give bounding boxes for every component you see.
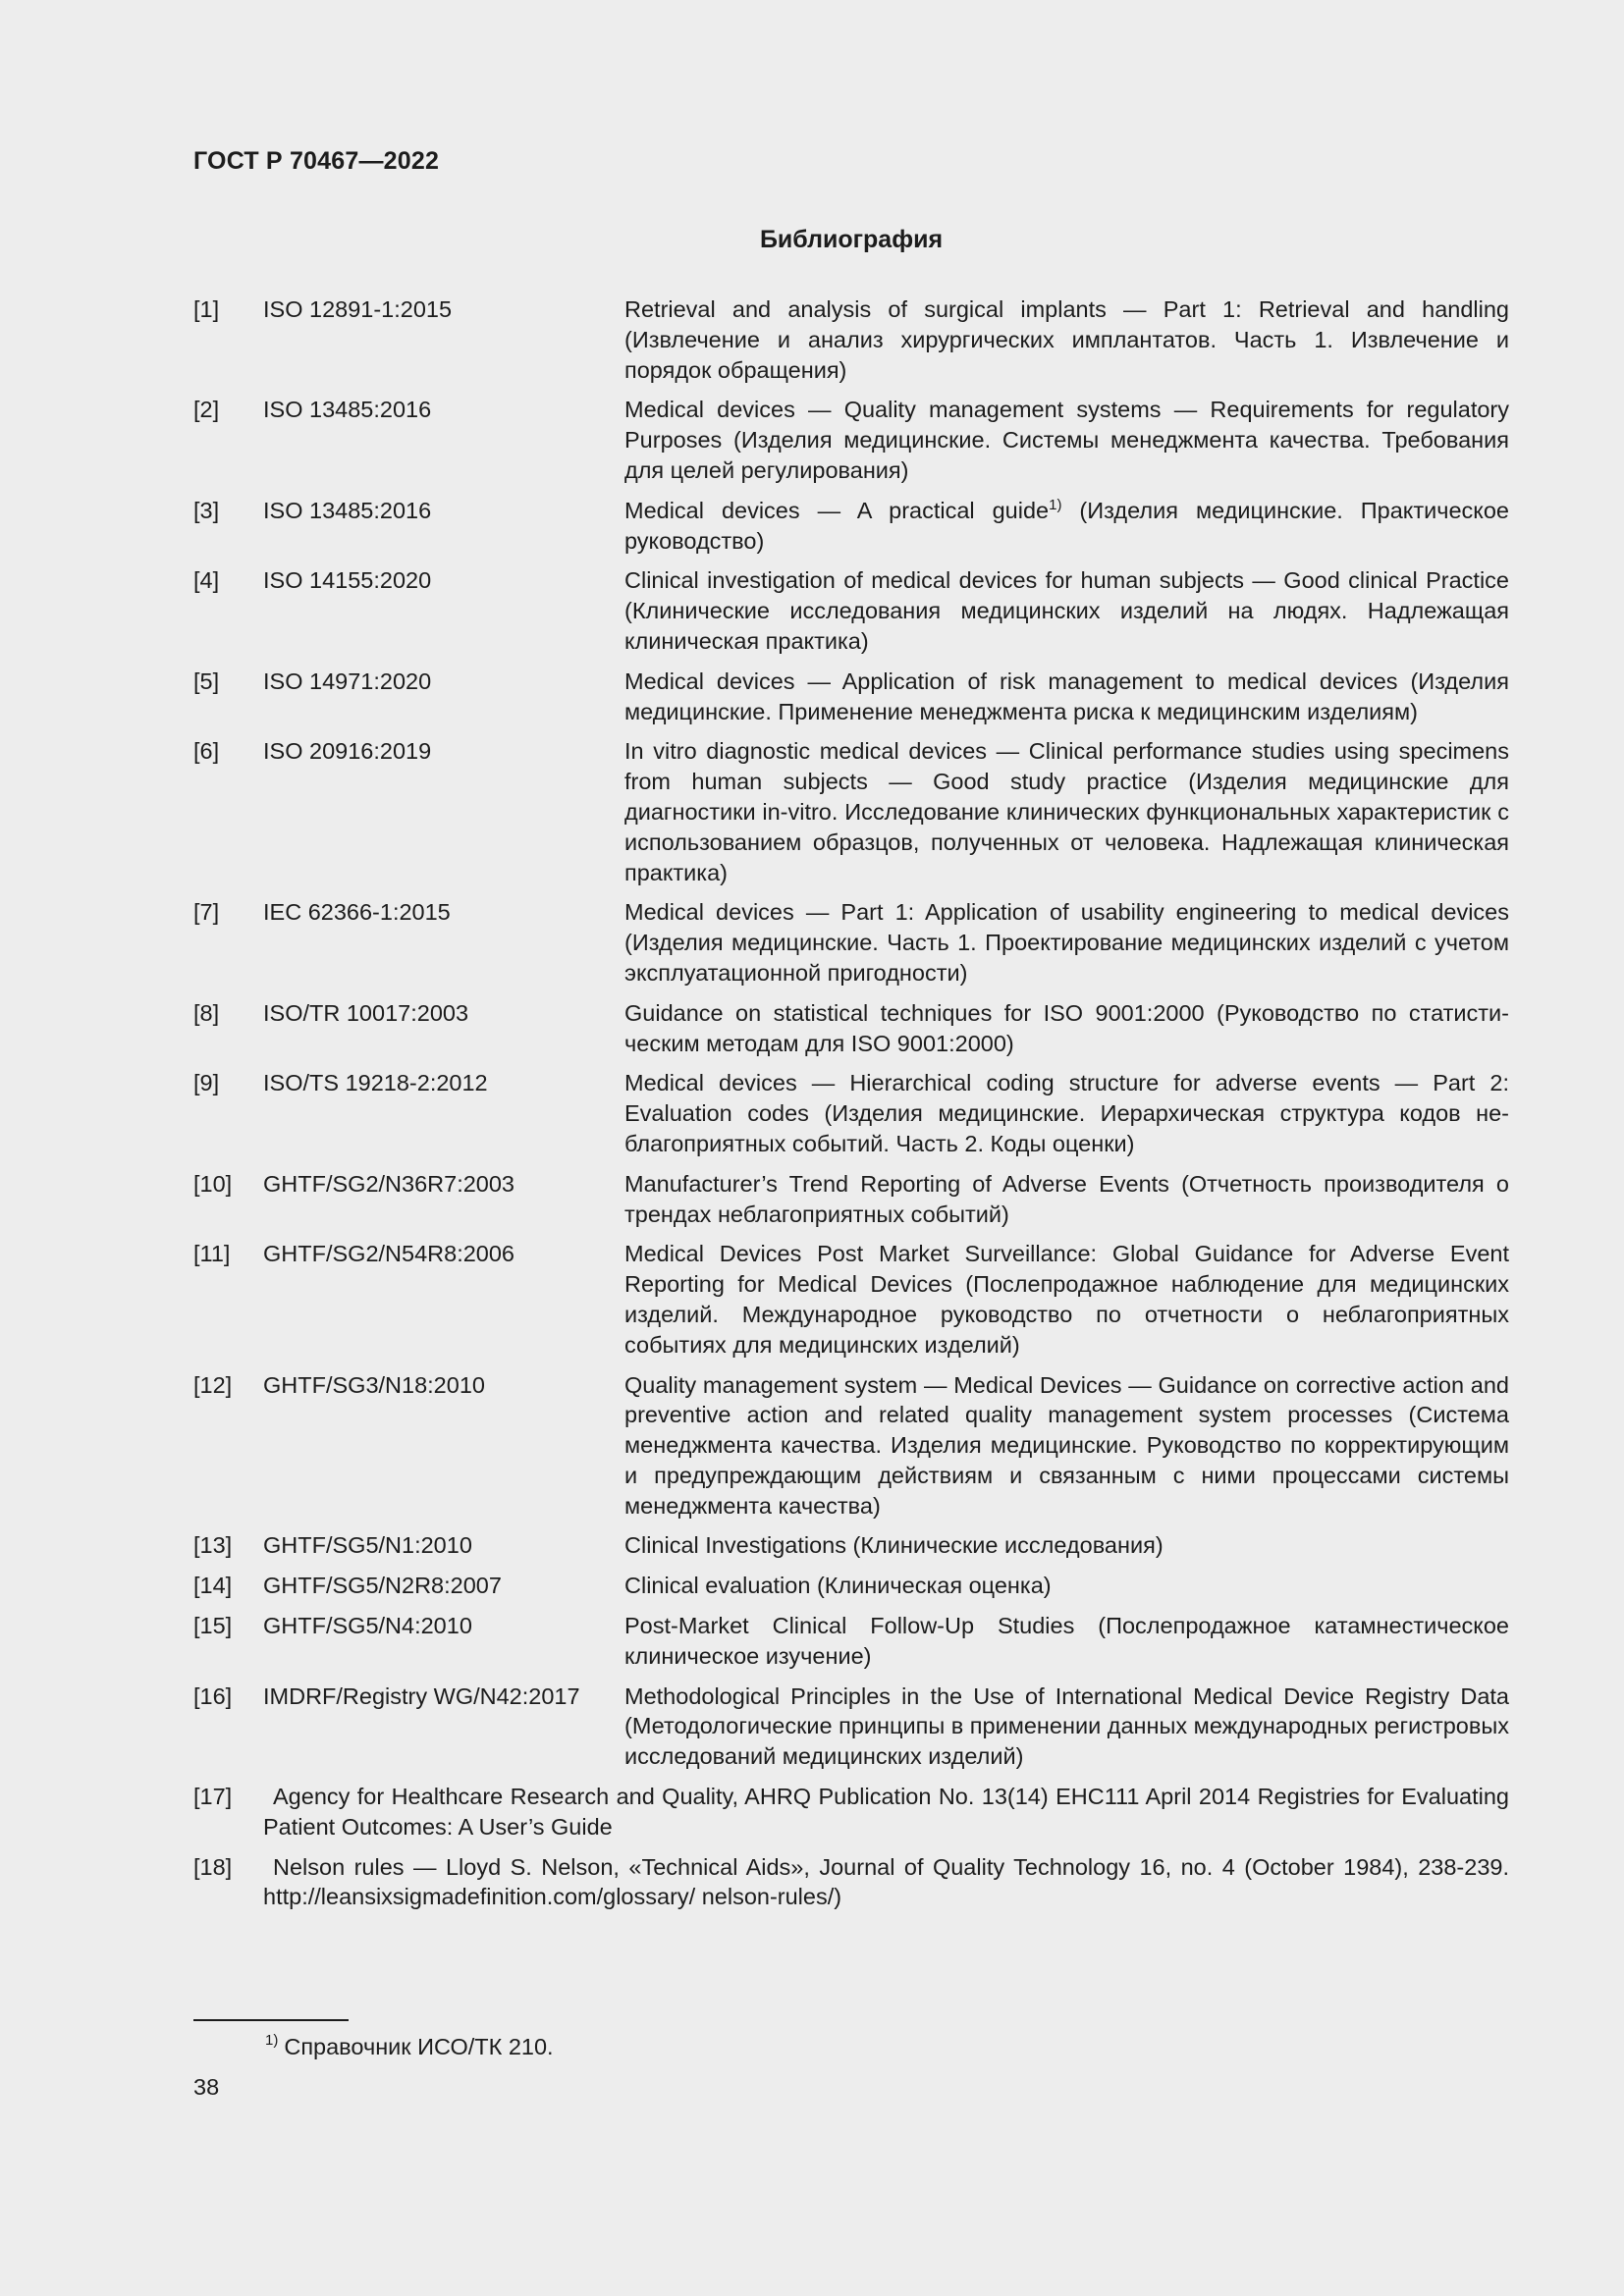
entry-number: [10] [193, 1170, 233, 1197]
bibliography-entry [193, 897, 1509, 988]
bibliography-entry [193, 1571, 1509, 1601]
entry-text-content: Nelson rules — Lloyd S. Nelson, «Technical Aids», Journal of Quality Technology 16, no. 4 (October 1984), 238-239. http://leansixsigmadefinition.com/glossary/ nelson-rules/) [263, 1853, 1509, 1910]
entry-title: Clinical evaluation (Клиническая оценка) [624, 1573, 1052, 1599]
entry-code: GHTF/SG3/N18:2010 [263, 1371, 485, 1398]
entry-title: Methodological Principles in the Use of International Medical Device Registry Data (Методологические принципы в применении данных международных регистровых исследований медицинских изделий) [624, 1682, 1509, 1770]
entry-code: ISO 12891-1:2015 [263, 296, 453, 322]
entry-code: ISO/TR 10017:2003 [263, 999, 469, 1026]
entry-code: GHTF/SG5/N1:2010 [263, 1532, 472, 1559]
entry-title: Medical devices — Hierarchical coding structure for adverse events — Part 2: Evaluation codes (Изделия медицинские. Иерархическая структура кодов неблагоприятных событий. Часть 2. Коды оценки) [624, 1070, 1509, 1156]
bibliography-entry [193, 395, 1509, 485]
entry-number: [13] [193, 1532, 233, 1559]
entry-code: GHTF/SG2/N54R8:2006 [263, 1241, 514, 1267]
entry-code: ISO 20916:2019 [263, 738, 432, 765]
entry-number: [17] [193, 1784, 233, 1810]
entry-title: Medical devices — Part 1: Application of usability engineering to medical devices (Изделия медицинские. Часть 1. Проектирование медицинских изделий с учетом эксплуатационной пригодности) [624, 899, 1509, 986]
entry-number: [14] [193, 1573, 233, 1599]
bibliography-list [193, 294, 1509, 1922]
entry-title-translation: (Изделия медицинские. Практическое руководство) [624, 497, 1509, 554]
bibliography-entry [193, 1169, 1509, 1230]
footnote-reference: 1) [1049, 496, 1062, 513]
document-header: ГОСТ Р 70467—2022 [193, 147, 440, 175]
entry-text [263, 1782, 1509, 1842]
bibliography-entry [193, 1239, 1509, 1360]
bibliography-entry-wide [193, 1782, 1509, 1842]
entry-number: [7] [193, 899, 220, 926]
entry-title: Clinical investigation of medical devices for human subjects — Good clinical Practice (Клинические исследования медицинских изделий на людях. Надлежащая клиническая практика) [624, 567, 1509, 654]
entry-title: Medical devices — Application of risk management to medical devices (Изделия медицинские. Применение менеджмента риска к медицинским изделиям) [624, 667, 1509, 724]
entry-title: In vitro diagnostic medical devices — Clinical performance studies using specimens from human subjects — Good study practice (Изделия медицинские для диагностики in-vitro. Исследование клинических функциональных характеристик с использованием образцов, полученных от человека. Надлежащая клиническая практика) [624, 738, 1509, 885]
bibliography-entry [193, 1611, 1509, 1672]
entry-number: [2] [193, 397, 220, 423]
entry-number: [15] [193, 1613, 233, 1639]
section-title: Библиография [759, 226, 944, 253]
entry-text-content: Agency for Healthcare Research and Quality, AHRQ Publication No. 13(14) EHC111 April 2014 Registries for Evaluating Patient Outcomes: A User’s Guide [263, 1784, 1509, 1840]
entry-number: [16] [193, 1682, 233, 1709]
entry-code: IMDRF/Registry WG/N42:2017 [263, 1682, 580, 1709]
entry-number: [3] [193, 497, 220, 523]
bibliography-entry-wide [193, 1852, 1509, 1913]
entry-code: ISO 13485:2016 [263, 497, 432, 523]
entry-code: ISO 14155:2020 [263, 567, 432, 594]
entry-code: ISO 13485:2016 [263, 397, 432, 423]
footnote-marker: 1) [265, 2032, 279, 2049]
document-page [193, 0, 1509, 2296]
entry-code: GHTF/SG2/N36R7:2003 [263, 1170, 514, 1197]
bibliography-entry [193, 565, 1509, 656]
entry-code: ISO/TS 19218-2:2012 [263, 1070, 488, 1096]
footnote-divider [193, 2019, 349, 2021]
entry-title: Post-Market Clinical Follow-Up Studies (Послепродажное катамнестическое клиническое изучение) [624, 1613, 1509, 1669]
page-number: 38 [193, 2074, 220, 2100]
bibliography-entry [193, 1530, 1509, 1561]
entry-number: [11] [193, 1241, 231, 1267]
bibliography-entry [193, 1682, 1509, 1772]
entry-title: Clinical Investigations (Клинические исследования) [624, 1532, 1164, 1559]
footnote-text: Справочник ИСО/ТК 210. [284, 2034, 554, 2059]
entry-code: GHTF/SG5/N2R8:2007 [263, 1573, 502, 1599]
entry-title: Medical devices — Quality management systems — Requirements for regulatory Purposes (Изделия медицинские. Системы менеджмента качества. Требования для целей регулирования) [624, 397, 1509, 483]
entry-title: Retrieval and analysis of surgical implants — Part 1: Retrieval and handling (Извлечение и анализ хирургических имплантатов. Часть 1. Извлечение и порядок обращения) [624, 296, 1509, 383]
entry-title: Quality management system — Medical Devices — Guidance on corrective action and preventive action and related quality management system processes (Система менеджмента качества. Изделия медицинские. Руководство по корректирующим и предупреждающим действиям и связанным с ними процессами системы менеджмента качества) [624, 1371, 1509, 1519]
entry-number: [6] [193, 738, 220, 765]
bibliography-entry [193, 998, 1509, 1059]
entry-title: Guidance on statistical techniques for ISO 9001:2000 (Руководство по статистическим методам для ISO 9001:2000) [624, 999, 1509, 1056]
entry-number: [9] [193, 1070, 220, 1096]
bibliography-entry [193, 294, 1509, 385]
entry-code: GHTF/SG5/N4:2010 [263, 1613, 472, 1639]
bibliography-entry [193, 1370, 1509, 1522]
entry-number: [8] [193, 999, 220, 1026]
bibliography-entry [193, 496, 1509, 557]
bibliography-entry [193, 667, 1509, 727]
entry-number: [18] [193, 1853, 233, 1880]
entry-text [263, 1852, 1509, 1913]
bibliography-entry [193, 1068, 1509, 1158]
entry-title-main: Medical devices — A practical guide [624, 497, 1050, 523]
footnote [265, 2032, 554, 2061]
entry-number: [5] [193, 667, 220, 694]
bibliography-entry [193, 736, 1509, 887]
entry-title [624, 496, 1509, 557]
entry-code: ISO 14971:2020 [263, 667, 432, 694]
entry-number: [1] [193, 296, 220, 322]
entry-number: [4] [193, 567, 220, 594]
entry-code: IEC 62366-1:2015 [263, 899, 451, 926]
entry-title: Manufacturer’s Trend Reporting of Adverse Events (Отчетность производителя о трендах неблагоприятных событий) [624, 1170, 1509, 1227]
entry-number: [12] [193, 1371, 233, 1398]
entry-title: Medical Devices Post Market Surveillance: Global Guidance for Adverse Event Reporting for Medical Devices (Послепродажное наблюдение для медицинских изделий. Международное руководство по отчетности о неблагоприятных событиях для медицинских изделий) [624, 1241, 1509, 1358]
